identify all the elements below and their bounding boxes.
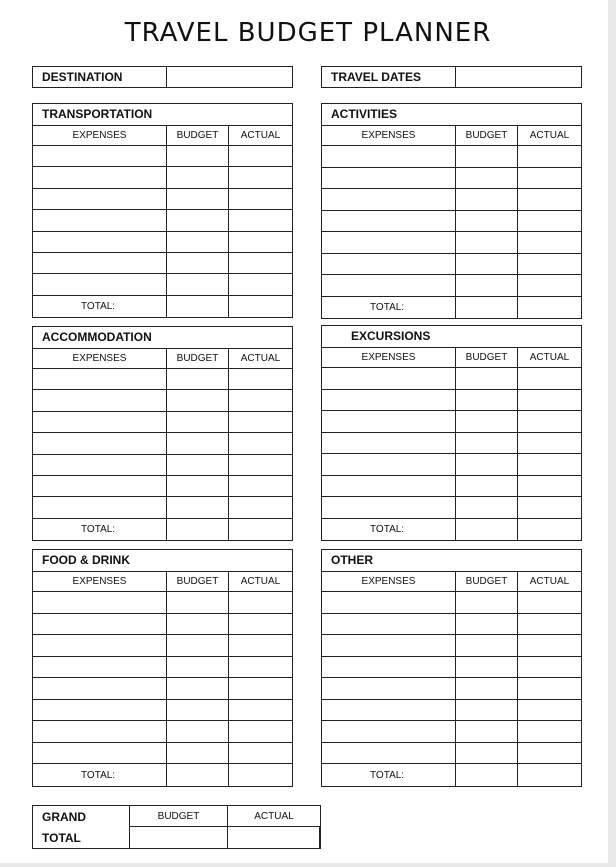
budget-cell[interactable] [456, 168, 518, 190]
total-budget-cell[interactable] [456, 764, 518, 786]
actual-cell[interactable] [518, 678, 581, 700]
expense-cell[interactable] [33, 167, 167, 188]
expense-cell[interactable] [33, 253, 167, 274]
actual-cell[interactable] [229, 700, 292, 722]
budget-cell[interactable] [456, 368, 518, 390]
expense-cell[interactable] [322, 411, 456, 433]
budget-header: BUDGET [167, 126, 229, 146]
expenses-header: EXPENSES [33, 126, 167, 146]
total-row-label [33, 764, 167, 786]
budget-cell[interactable] [456, 211, 518, 233]
actual-header: ACTUAL [518, 126, 581, 146]
expense-table [33, 349, 292, 540]
actual-cell[interactable] [229, 433, 292, 454]
grand-total-box [32, 805, 321, 849]
actual-cell[interactable] [518, 146, 581, 168]
budget-cell[interactable] [167, 412, 229, 433]
budget-cell[interactable] [167, 614, 229, 636]
expense-cell[interactable] [33, 455, 167, 476]
actual-header: ACTUAL [229, 126, 292, 146]
total-actual-cell[interactable] [229, 296, 292, 317]
budget-cell[interactable] [456, 657, 518, 679]
total-actual-cell[interactable] [518, 297, 581, 319]
budget-header: BUDGET [167, 572, 229, 592]
actual-cell[interactable] [229, 614, 292, 636]
budget-cell[interactable] [456, 454, 518, 476]
section-title: FOOD & DRINK [33, 550, 292, 572]
budget-cell[interactable] [167, 210, 229, 231]
page-title: TRAVEL BUDGET PLANNER [124, 18, 492, 48]
total-row-label [322, 297, 456, 319]
actual-cell[interactable] [229, 167, 292, 188]
actual-cell[interactable] [518, 368, 581, 390]
section-title: ACTIVITIES [322, 104, 581, 126]
actual-cell[interactable] [229, 497, 292, 518]
actual-cell[interactable] [229, 369, 292, 390]
section-title: TRANSPORTATION [33, 104, 292, 126]
actual-cell[interactable] [518, 411, 581, 433]
budget-cell[interactable] [167, 476, 229, 497]
expense-table [322, 572, 581, 786]
expense-cell[interactable] [33, 678, 167, 700]
budget-cell[interactable] [456, 146, 518, 168]
grand-budget-header: BUDGET [130, 806, 228, 827]
expense-cell[interactable] [322, 657, 456, 679]
grand-total-label [33, 806, 130, 848]
expense-cell[interactable] [322, 168, 456, 190]
expense-cell[interactable] [322, 390, 456, 412]
actual-cell[interactable] [518, 635, 581, 657]
budget-header: BUDGET [456, 348, 518, 368]
actual-cell[interactable] [229, 743, 292, 765]
budget-cell[interactable] [167, 390, 229, 411]
actual-cell[interactable] [518, 614, 581, 636]
expense-cell[interactable] [322, 678, 456, 700]
total-actual-cell[interactable] [518, 764, 581, 786]
expense-cell[interactable] [33, 497, 167, 518]
budget-cell[interactable] [456, 232, 518, 254]
expense-cell[interactable] [33, 476, 167, 497]
actual-cell[interactable] [518, 232, 581, 254]
section-title: EXCURSIONS [322, 326, 581, 348]
total-label-text: TOTAL: [81, 769, 116, 781]
budget-cell[interactable] [456, 743, 518, 765]
budget-cell[interactable] [167, 700, 229, 722]
expense-cell[interactable] [33, 274, 167, 295]
total-row-label [33, 519, 167, 540]
budget-cell[interactable] [167, 189, 229, 210]
expense-cell[interactable] [322, 433, 456, 455]
budget-cell[interactable] [167, 232, 229, 253]
actual-cell[interactable] [229, 721, 292, 743]
actual-header: ACTUAL [518, 348, 581, 368]
actual-cell[interactable] [518, 189, 581, 211]
actual-cell[interactable] [518, 476, 581, 498]
budget-cell[interactable] [456, 476, 518, 498]
section-accommodation [32, 326, 293, 541]
budget-cell[interactable] [167, 721, 229, 743]
total-budget-cell[interactable] [456, 297, 518, 319]
budget-cell[interactable] [456, 411, 518, 433]
expense-cell[interactable] [322, 454, 456, 476]
expense-cell[interactable] [322, 497, 456, 519]
expense-cell[interactable] [33, 700, 167, 722]
grand-actual-cell[interactable] [228, 827, 320, 848]
budget-cell[interactable] [167, 274, 229, 295]
budget-cell[interactable] [167, 455, 229, 476]
budget-header: BUDGET [456, 572, 518, 592]
expenses-header: EXPENSES [322, 348, 456, 368]
total-actual-cell[interactable] [518, 519, 581, 541]
actual-cell[interactable] [229, 274, 292, 295]
budget-cell[interactable] [456, 390, 518, 412]
section-other [321, 549, 582, 787]
actual-cell[interactable] [518, 497, 581, 519]
expense-cell[interactable] [33, 210, 167, 231]
total-row-label [322, 519, 456, 541]
section-title: OTHER [322, 550, 581, 572]
actual-cell[interactable] [518, 433, 581, 455]
expense-cell[interactable] [33, 189, 167, 210]
actual-cell[interactable] [518, 700, 581, 722]
total-row-label [33, 296, 167, 317]
budget-cell[interactable] [456, 614, 518, 636]
actual-header: ACTUAL [518, 572, 581, 592]
expense-cell[interactable] [33, 369, 167, 390]
expense-cell[interactable] [33, 146, 167, 167]
actual-cell[interactable] [229, 146, 292, 167]
expenses-header: EXPENSES [33, 349, 167, 369]
budget-cell[interactable] [167, 678, 229, 700]
destination-label: DESTINATION [33, 67, 167, 87]
destination-input[interactable] [167, 67, 292, 87]
actual-cell[interactable] [518, 657, 581, 679]
expense-cell[interactable] [322, 368, 456, 390]
expense-cell[interactable] [322, 476, 456, 498]
budget-cell[interactable] [167, 146, 229, 167]
actual-cell[interactable] [518, 743, 581, 765]
actual-cell[interactable] [518, 211, 581, 233]
expense-cell[interactable] [322, 189, 456, 211]
total-label-text: TOTAL: [370, 523, 405, 535]
budget-cell[interactable] [456, 254, 518, 276]
actual-cell[interactable] [229, 657, 292, 679]
expense-cell[interactable] [322, 743, 456, 765]
actual-header: ACTUAL [229, 572, 292, 592]
actual-cell[interactable] [229, 592, 292, 614]
budget-cell[interactable] [167, 743, 229, 765]
expense-cell[interactable] [322, 211, 456, 233]
budget-cell[interactable] [167, 369, 229, 390]
grand-actual-header: ACTUAL [228, 806, 320, 827]
actual-cell[interactable] [518, 275, 581, 297]
actual-cell[interactable] [229, 390, 292, 411]
budget-cell[interactable] [167, 253, 229, 274]
expense-table [322, 126, 581, 318]
total-budget-cell[interactable] [167, 296, 229, 317]
actual-cell[interactable] [229, 476, 292, 497]
actual-cell[interactable] [229, 232, 292, 253]
expense-cell[interactable] [322, 254, 456, 276]
budget-cell[interactable] [456, 433, 518, 455]
actual-cell[interactable] [518, 168, 581, 190]
budget-cell[interactable] [456, 189, 518, 211]
expense-cell[interactable] [322, 721, 456, 743]
actual-header: ACTUAL [229, 349, 292, 369]
actual-cell[interactable] [518, 454, 581, 476]
total-label-text: TOTAL: [81, 300, 116, 312]
grand-budget-cell[interactable] [130, 827, 228, 848]
section-title: ACCOMMODATION [33, 327, 292, 349]
grand-label-line1: GRAND [42, 809, 86, 824]
expense-cell[interactable] [322, 614, 456, 636]
budget-cell[interactable] [456, 497, 518, 519]
expense-table [33, 572, 292, 786]
budget-cell[interactable] [167, 635, 229, 657]
budget-cell[interactable] [456, 678, 518, 700]
actual-cell[interactable] [229, 455, 292, 476]
expense-cell[interactable] [33, 635, 167, 657]
expense-cell[interactable] [33, 614, 167, 636]
section-food-drink [32, 549, 293, 787]
expense-cell[interactable] [322, 146, 456, 168]
expenses-header: EXPENSES [322, 572, 456, 592]
budget-header: BUDGET [167, 349, 229, 369]
actual-cell[interactable] [518, 390, 581, 412]
budget-cell[interactable] [456, 635, 518, 657]
total-row-label [322, 764, 456, 786]
total-label-text: TOTAL: [370, 301, 405, 313]
destination-field [32, 66, 293, 88]
section-excursions [321, 325, 582, 541]
budget-cell[interactable] [167, 657, 229, 679]
expense-cell[interactable] [33, 657, 167, 679]
expense-cell[interactable] [322, 232, 456, 254]
total-budget-cell[interactable] [456, 519, 518, 541]
budget-cell[interactable] [167, 592, 229, 614]
total-actual-cell[interactable] [229, 764, 292, 786]
total-actual-cell[interactable] [229, 519, 292, 540]
expense-cell[interactable] [33, 433, 167, 454]
total-budget-cell[interactable] [167, 764, 229, 786]
expenses-header: EXPENSES [33, 572, 167, 592]
budget-cell[interactable] [456, 592, 518, 614]
total-budget-cell[interactable] [167, 519, 229, 540]
expense-table [33, 126, 292, 317]
actual-cell[interactable] [229, 253, 292, 274]
travel-dates-field [321, 66, 582, 88]
expense-cell[interactable] [33, 232, 167, 253]
section-transportation [32, 103, 293, 318]
expense-cell[interactable] [322, 700, 456, 722]
budget-cell[interactable] [456, 275, 518, 297]
travel-dates-input[interactable] [456, 67, 581, 87]
section-activities [321, 103, 582, 319]
expense-table [322, 348, 581, 540]
expenses-header: EXPENSES [322, 126, 456, 146]
total-label-text: TOTAL: [370, 769, 405, 781]
actual-cell[interactable] [229, 678, 292, 700]
budget-cell[interactable] [167, 167, 229, 188]
expense-cell[interactable] [33, 412, 167, 433]
actual-cell[interactable] [518, 592, 581, 614]
actual-cell[interactable] [518, 254, 581, 276]
budget-header: BUDGET [456, 126, 518, 146]
actual-cell[interactable] [229, 635, 292, 657]
expense-cell[interactable] [322, 592, 456, 614]
budget-cell[interactable] [456, 700, 518, 722]
actual-cell[interactable] [229, 210, 292, 231]
total-label-text: TOTAL: [81, 523, 116, 535]
actual-cell[interactable] [518, 721, 581, 743]
budget-cell[interactable] [167, 497, 229, 518]
expense-cell[interactable] [322, 275, 456, 297]
travel-dates-label: TRAVEL DATES [322, 67, 456, 87]
grand-label-line2: TOTAL [42, 830, 81, 845]
expense-cell[interactable] [33, 721, 167, 743]
expense-cell[interactable] [33, 592, 167, 614]
budget-cell[interactable] [456, 721, 518, 743]
expense-cell[interactable] [322, 635, 456, 657]
expense-cell[interactable] [33, 390, 167, 411]
actual-cell[interactable] [229, 189, 292, 210]
expense-cell[interactable] [33, 743, 167, 765]
actual-cell[interactable] [229, 412, 292, 433]
budget-cell[interactable] [167, 433, 229, 454]
